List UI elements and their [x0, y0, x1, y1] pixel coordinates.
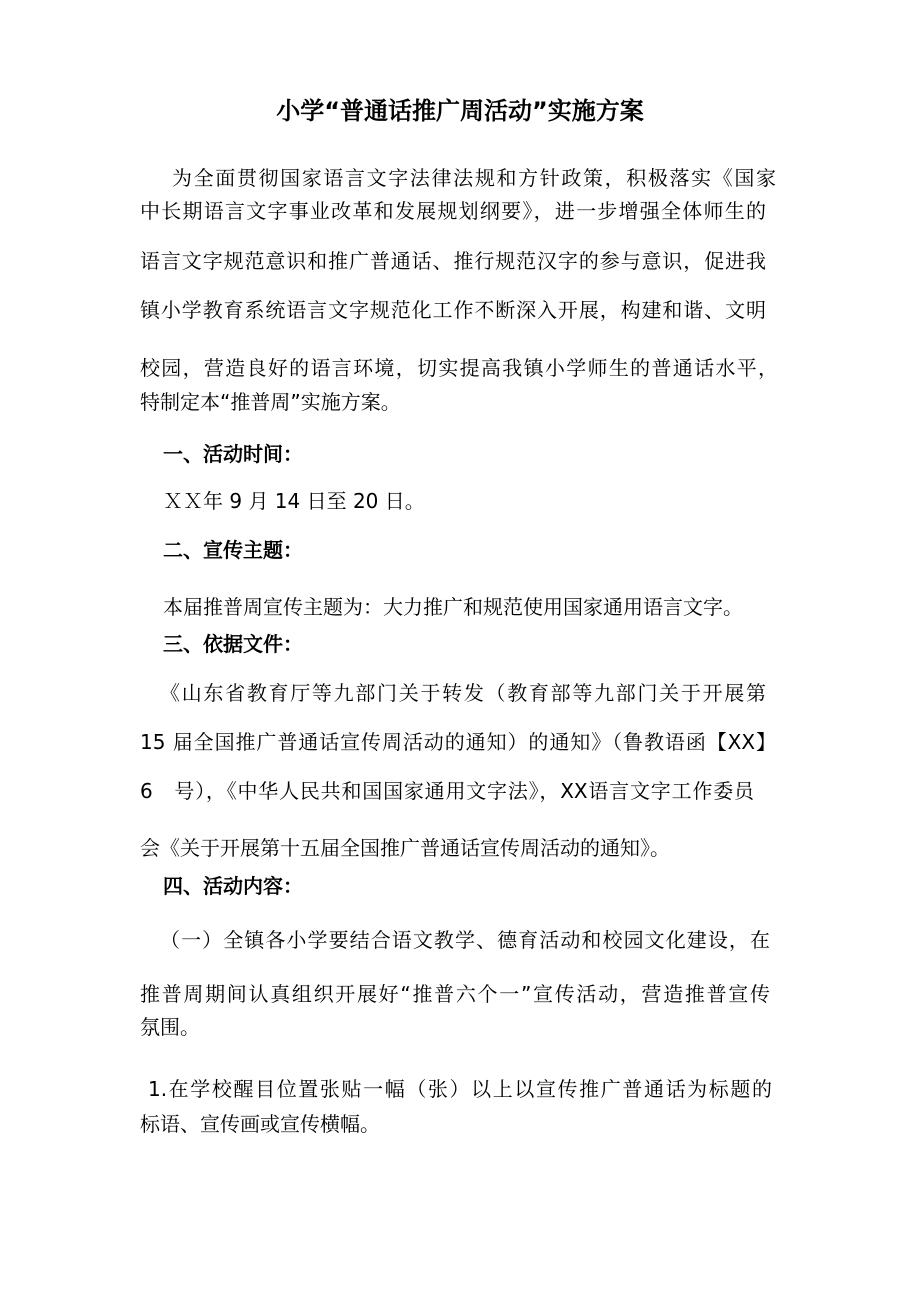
section-heading: 二、宣传主题：	[163, 538, 303, 562]
section-heading: 四、活动内容：	[163, 874, 303, 898]
content-line: 1.在学校醒目位置张贴一幅（张）以上以宣传推广普通话为标题的	[148, 1077, 772, 1101]
intro-line: 中长期语言文字事业改革和发展规划纲要》，进一步增强全体师生的	[140, 199, 766, 223]
intro-line: 为全面贯彻国家语言文字法律法规和方针政策，积极落实《国家	[172, 166, 776, 190]
intro-line: 特制定本“推普周”实施方案。	[140, 390, 401, 414]
document-title: 小学“普通话推广周活动”实施方案	[276, 97, 644, 125]
intro-line: 校园，营造良好的语言环境，切实提高我镇小学师生的普通话水平，	[140, 356, 778, 380]
content-line: （一）全镇各小学要结合语文教学、德育活动和校园文化建设，在	[160, 928, 770, 952]
reference-line: 15 届全国推广普通话宣传周活动的通知）的通知》（鲁教语函【XX】	[140, 730, 776, 754]
section-heading: 三、依据文件：	[163, 632, 303, 656]
activity-date: ＸＸ年 9 月 14 日至 20 日。	[163, 489, 425, 513]
section-heading: 一、活动时间：	[163, 442, 303, 466]
reference-line: 6 号），《中华人民共和国国家通用文字法》，XX语言文字工作委员	[140, 779, 754, 803]
intro-line: 语言文字规范意识和推广普通话、推行规范汉字的参与意识，促进我	[140, 249, 766, 273]
intro-line: 镇小学教育系统语言文字规范化工作不断深入开展，构建和谐、文明	[140, 298, 766, 322]
content-line: 标语、宣传画或宣传横幅。	[140, 1112, 380, 1136]
theme-text: 本届推普周宣传主题为：大力推广和规范使用国家通用语言文字。	[163, 595, 743, 619]
reference-line: 会《关于开展第十五届全国推广普通话宣传周活动的通知》。	[140, 836, 670, 860]
reference-line: 《山东省教育厅等九部门关于转发（教育部等九部门关于开展第	[160, 681, 766, 705]
content-line: 推普周期间认真组织开展好“推普六个一”宣传活动，营造推普宣传	[140, 982, 770, 1006]
content-line: 氛围。	[140, 1015, 200, 1039]
